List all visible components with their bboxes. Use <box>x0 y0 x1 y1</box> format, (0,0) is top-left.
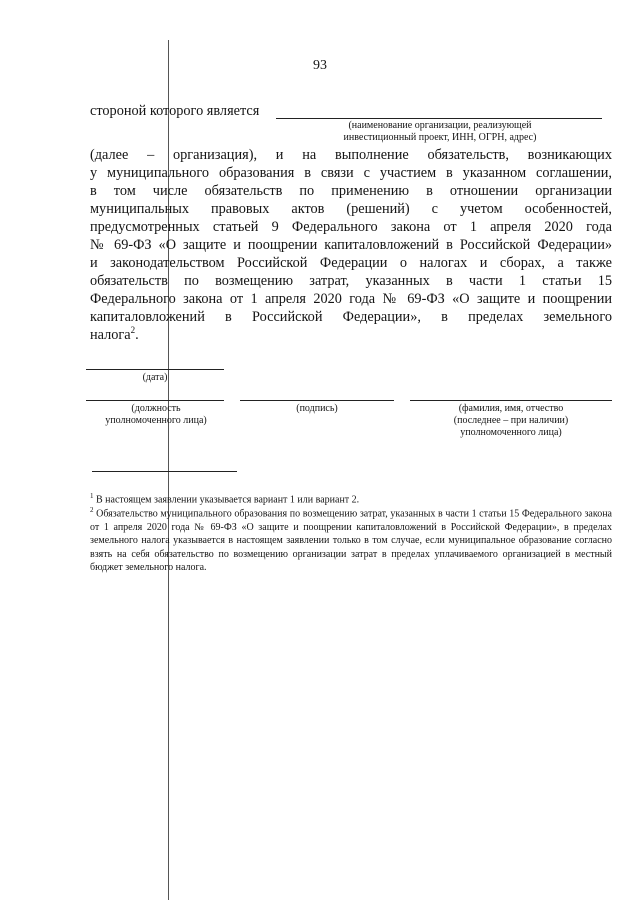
position-line <box>86 400 224 401</box>
date-caption: (дата) <box>142 372 168 383</box>
body-line-9: Федерального закона от 1 апреля 2020 года № 69-ФЗ «О защите и поощрении <box>90 291 612 307</box>
org-caption <box>300 120 580 144</box>
org-name-line <box>276 118 602 119</box>
footnote-separator <box>92 471 237 472</box>
body-line-5: предусмотренных статьей 9 Федерального закона от 1 апреля 2020 года <box>90 219 612 235</box>
full-name-caption <box>410 403 612 439</box>
footnote-1-mark: 1 <box>90 492 94 500</box>
footnote-1-text: В настоящем заявлении указывается вариант 1 или вариант 2. <box>96 494 360 506</box>
body-line-3: в том числе обязательств по применению в отношении организации <box>90 183 612 199</box>
body-last-line <box>90 327 139 344</box>
footnote-2-text: Обязательство муниципального образования по возмещению затрат, указанных в части 1 статьи 15 Федерального закона от 1 апреля 2020 года № 69-ФЗ «О защите и поощрении капиталовложений в Российской Федерации», в пределах земельного налога указывается в настоящем заявлении только в том случае, если муниципальное образование согласно взять на себя обязательство по возмещению организации затрат в пределах уплачиваемого организацией в местный бюджет земельного налога. <box>90 508 612 574</box>
full-name-caption-line-2: (последнее – при наличии) <box>453 415 569 426</box>
body-line-2: у муниципального образования в связи с участием в указанном соглашении, <box>90 165 612 181</box>
date-line <box>86 369 224 370</box>
body-line-6: № 69-ФЗ «О защите и поощрении капиталовложений в Российской Федерации» <box>90 237 612 253</box>
signature-caption: (подпись) <box>296 403 338 414</box>
signature-line <box>240 400 394 401</box>
org-caption-line-2: инвестиционный проект, ИНН, ОГРН, адрес) <box>343 132 537 143</box>
page-number: 93 <box>313 58 327 73</box>
body-line-7: и законодательством Российской Федерации о налогах и сборах, а также <box>90 255 612 271</box>
body-line-8: обязательств по возмещению затрат, указанных в части 1 статьи 15 <box>90 273 612 289</box>
position-caption <box>76 403 236 427</box>
body-last-word: налога <box>90 327 131 343</box>
footnote-2 <box>90 504 612 575</box>
intro-text: стороной которого является <box>90 103 260 119</box>
org-caption-line-1: (наименование организации, реализующей <box>348 120 532 131</box>
position-caption-line-2: уполномоченного лица) <box>105 415 207 426</box>
body-line-10: капиталовложений в Российской Федерации», в пределах земельного <box>90 309 612 325</box>
body-last-punct: . <box>135 327 139 343</box>
full-name-caption-line-3: уполномоченного лица) <box>460 427 562 438</box>
body-line-4: муниципальных правовых актов (решений) с учетом особенностей, <box>90 201 612 217</box>
full-name-caption-line-1: (фамилия, имя, отчество <box>458 403 564 414</box>
position-caption-line-1: (должность <box>131 403 181 414</box>
footnote-2-mark: 2 <box>90 506 94 514</box>
full-name-line <box>410 400 612 401</box>
footnote-ref-2: 2 <box>130 325 136 336</box>
body-line-1: (далее – организация), и на выполнение обязательств, возникающих <box>90 147 612 163</box>
